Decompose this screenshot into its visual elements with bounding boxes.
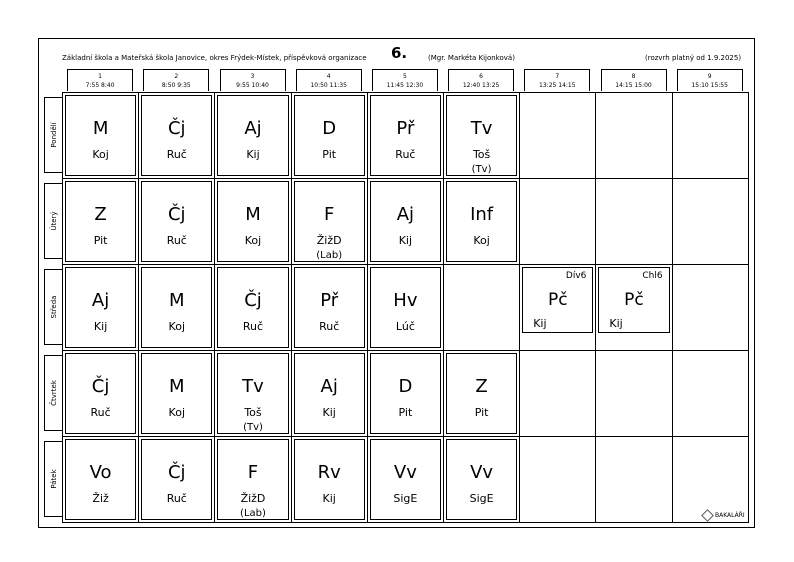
lesson-subject: Př <box>320 290 339 311</box>
lesson-teacher: Ruč <box>319 320 340 333</box>
timetable-cell[interactable] <box>63 265 139 351</box>
timetable-cell[interactable] <box>139 351 215 437</box>
lesson-card[interactable] <box>294 353 365 434</box>
lesson-card[interactable] <box>141 267 212 348</box>
timetable-cell[interactable] <box>368 437 444 523</box>
timetable-grid <box>62 92 749 523</box>
lesson-subject: Vv <box>393 462 417 483</box>
lesson-subject: Hv <box>393 290 418 311</box>
lesson-teacher: Ruč <box>90 406 111 419</box>
lesson-teacher: Kij <box>246 148 260 161</box>
lesson-card[interactable] <box>65 439 136 520</box>
lesson-card[interactable] <box>370 439 441 520</box>
lesson-subject: M <box>169 290 185 311</box>
lesson-teacher: Pit <box>93 234 108 247</box>
lesson-room: (Tv) <box>243 422 263 433</box>
lesson-teacher: Ruč <box>395 148 416 161</box>
timetable-cell[interactable] <box>292 179 368 265</box>
timetable-cell[interactable] <box>63 93 139 179</box>
bakalari-logo-icon <box>701 509 714 522</box>
bakalari-logo <box>703 511 745 520</box>
period-number: 6 <box>479 73 483 80</box>
lesson-subject: Čj <box>167 118 186 139</box>
timetable-cell <box>596 351 672 437</box>
lesson-subject: Čj <box>244 290 262 311</box>
lesson-teacher: Koj <box>473 234 490 247</box>
timetable-cell[interactable] <box>292 93 368 179</box>
day-label: Čtvrtek <box>49 380 58 406</box>
timetable-cell[interactable] <box>292 437 368 523</box>
lesson-teacher: Lúč <box>395 320 415 333</box>
timetable-cell[interactable] <box>63 351 139 437</box>
lesson-teacher: Pit <box>474 406 489 419</box>
lesson-room: (Lab) <box>316 250 343 261</box>
lesson-subject: Př <box>396 118 415 139</box>
period-time: 14:15 15:00 <box>615 82 652 89</box>
period-header <box>677 69 743 91</box>
lesson-teacher: Kij <box>93 320 108 333</box>
timetable-cell <box>673 265 749 351</box>
period-time: 8:50 9:35 <box>161 82 191 89</box>
lesson-card[interactable] <box>522 267 593 333</box>
lesson-card[interactable] <box>294 181 365 262</box>
lesson-subject: Aj <box>396 204 415 225</box>
timetable-cell[interactable] <box>215 93 291 179</box>
period-number: 3 <box>250 73 255 80</box>
lesson-subject: F <box>247 462 259 483</box>
period-number: 2 <box>174 73 179 80</box>
timetable-cell[interactable] <box>368 93 444 179</box>
lesson-teacher: Kij <box>533 317 547 330</box>
day-label-box <box>44 183 62 259</box>
lesson-subject: Vo <box>89 462 112 483</box>
lesson-card[interactable] <box>217 439 288 520</box>
lesson-subject: Pč <box>547 290 568 310</box>
lesson-room: (Tv) <box>471 164 492 175</box>
lesson-card[interactable] <box>141 353 212 434</box>
timetable-cell <box>444 265 520 351</box>
timetable-cell[interactable] <box>139 179 215 265</box>
timetable-cell <box>673 179 749 265</box>
period-number: 9 <box>707 73 712 80</box>
timetable-cell[interactable] <box>444 179 520 265</box>
timetable-cell[interactable] <box>139 265 215 351</box>
timetable-cell[interactable] <box>444 351 520 437</box>
period-header <box>143 69 209 91</box>
lesson-card[interactable] <box>65 181 136 262</box>
logo-text: BAKALÁŘI <box>715 512 745 519</box>
lesson-subject: Aj <box>320 376 338 397</box>
lesson-card[interactable] <box>141 95 212 176</box>
lesson-subject: Vv <box>470 462 494 483</box>
lesson-card[interactable] <box>217 267 288 348</box>
lesson-subject: Rv <box>317 462 341 483</box>
lesson-teacher: Žiž <box>92 492 109 505</box>
lesson-subject: Tv <box>470 118 493 139</box>
day-label-box <box>44 355 62 431</box>
lesson-subject: M <box>92 118 109 139</box>
period-time: 10:50 11:35 <box>310 82 347 89</box>
timetable-cell[interactable] <box>444 437 520 523</box>
period-header <box>220 69 286 91</box>
period-time: 12:40 13:25 <box>462 82 500 89</box>
period-header <box>67 69 133 91</box>
timetable-cell <box>520 351 596 437</box>
timetable-cell[interactable] <box>368 265 444 351</box>
period-time: 9:55 10:40 <box>236 82 269 89</box>
period-time: 15:10 15:55 <box>691 82 728 89</box>
period-header <box>448 69 514 91</box>
period-header <box>524 69 590 91</box>
lesson-subject: D <box>322 118 337 139</box>
lesson-subject: M <box>245 204 261 225</box>
lesson-teacher: SigE <box>469 492 494 505</box>
lesson-card[interactable] <box>446 439 517 520</box>
lesson-teacher: Ruč <box>166 492 187 505</box>
lesson-card[interactable] <box>294 439 365 520</box>
lesson-subject: D <box>398 376 413 397</box>
timetable-cell[interactable] <box>139 437 215 523</box>
lesson-card[interactable] <box>141 439 212 520</box>
period-number: 4 <box>326 73 331 80</box>
lesson-subject: Čj <box>167 204 186 225</box>
lesson-card[interactable] <box>141 181 212 262</box>
lesson-teacher: ŽižD <box>240 492 266 505</box>
timetable-cell[interactable] <box>292 265 368 351</box>
lesson-card[interactable] <box>370 95 441 176</box>
lesson-card[interactable] <box>65 267 136 348</box>
lesson-card[interactable] <box>294 267 365 348</box>
timetable-cell[interactable] <box>63 179 139 265</box>
timetable-cell[interactable] <box>215 437 291 523</box>
timetable-cell[interactable] <box>444 93 520 179</box>
lesson-card[interactable] <box>446 181 517 262</box>
lesson-subject: Čj <box>167 462 186 483</box>
lesson-group: Chl6 <box>642 271 663 281</box>
period-header <box>296 69 362 91</box>
lesson-teacher: Pit <box>322 148 337 161</box>
lesson-teacher: Koj <box>168 406 185 419</box>
period-number: 1 <box>98 73 102 80</box>
lesson-card[interactable] <box>217 353 288 434</box>
period-number: 7 <box>555 73 560 80</box>
lesson-subject: Pč <box>624 290 644 310</box>
lesson-teacher: ŽižD <box>316 234 342 247</box>
lesson-teacher: Koj <box>92 148 109 161</box>
lesson-teacher: Kij <box>322 406 336 419</box>
lesson-subject: M <box>169 376 185 397</box>
lesson-subject: Tv <box>242 376 264 397</box>
timetable-cell[interactable] <box>215 179 291 265</box>
timetable-cell[interactable] <box>596 265 672 351</box>
class-name: 6. <box>391 44 408 62</box>
day-label: Pátek <box>49 469 58 489</box>
timetable-cell[interactable] <box>215 265 291 351</box>
day-label-box <box>44 97 62 173</box>
timetable-cell <box>673 93 749 179</box>
lesson-card[interactable] <box>294 95 365 176</box>
timetable-cell[interactable] <box>520 265 596 351</box>
day-label: Středa <box>49 295 58 319</box>
day-label-box <box>44 269 62 345</box>
period-number: 8 <box>631 73 636 80</box>
lesson-card[interactable] <box>217 181 288 262</box>
lesson-teacher: Toš <box>472 148 491 161</box>
lesson-card[interactable] <box>370 181 441 262</box>
lesson-card[interactable] <box>446 353 517 434</box>
lesson-teacher: Ruč <box>242 320 264 333</box>
day-label-box <box>44 441 62 517</box>
timetable-cell[interactable] <box>292 351 368 437</box>
lesson-teacher: Kij <box>398 234 413 247</box>
timetable-cell[interactable] <box>63 437 139 523</box>
period-header <box>601 69 667 91</box>
lesson-card[interactable] <box>65 353 136 434</box>
lesson-teacher: Koj <box>244 234 262 247</box>
period-time: 11:45 12:30 <box>386 82 424 89</box>
lesson-card[interactable] <box>217 95 288 176</box>
timetable-cell <box>520 437 596 523</box>
timetable-cell <box>596 437 672 523</box>
lesson-teacher: SigE <box>393 492 418 505</box>
day-label: Úterý <box>49 211 58 231</box>
timetable-cell <box>673 351 749 437</box>
timetable-cell[interactable] <box>139 93 215 179</box>
period-header <box>372 69 438 91</box>
lesson-teacher: Kij <box>609 317 623 330</box>
school-name: Základní škola a Mateřská škola Janovice, okres Frýdek-Místek, příspěvková organizace <box>62 54 367 62</box>
timetable-cell[interactable] <box>368 351 444 437</box>
lesson-teacher: Ruč <box>166 148 187 161</box>
lesson-subject: Z <box>475 376 488 397</box>
lesson-subject: F <box>324 204 335 225</box>
lesson-subject: Aj <box>244 118 262 139</box>
timetable-cell[interactable] <box>215 351 291 437</box>
lesson-teacher: Toš <box>244 406 262 419</box>
lesson-teacher: Kij <box>322 492 336 505</box>
validity-date: (rozvrh platný od 1.9.2025) <box>645 54 742 62</box>
class-teacher: (Mgr. Markéta Kijonková) <box>428 54 515 62</box>
day-label: Pondělí <box>49 122 58 148</box>
timetable-cell[interactable] <box>368 179 444 265</box>
timetable-cell <box>520 179 596 265</box>
lesson-teacher: Ruč <box>166 234 187 247</box>
lesson-card[interactable] <box>598 267 669 333</box>
timetable-cell <box>520 93 596 179</box>
lesson-subject: Inf <box>470 204 494 225</box>
lesson-card[interactable] <box>446 95 517 176</box>
period-number: 5 <box>402 73 407 80</box>
lesson-card[interactable] <box>370 267 441 348</box>
lesson-card[interactable] <box>370 353 441 434</box>
timetable-cell <box>596 93 672 179</box>
lesson-teacher: Koj <box>168 320 185 333</box>
lesson-subject: Aj <box>91 290 110 311</box>
lesson-teacher: Pit <box>398 406 413 419</box>
lesson-subject: Čj <box>91 376 110 397</box>
lesson-card[interactable] <box>65 95 136 176</box>
lesson-room: (Lab) <box>240 508 266 519</box>
period-time: 13:25 14:15 <box>539 82 576 89</box>
lesson-subject: Z <box>94 204 107 225</box>
timetable-cell <box>596 179 672 265</box>
lesson-group: Dív6 <box>565 271 587 281</box>
period-time: 7:55 8:40 <box>85 82 115 89</box>
